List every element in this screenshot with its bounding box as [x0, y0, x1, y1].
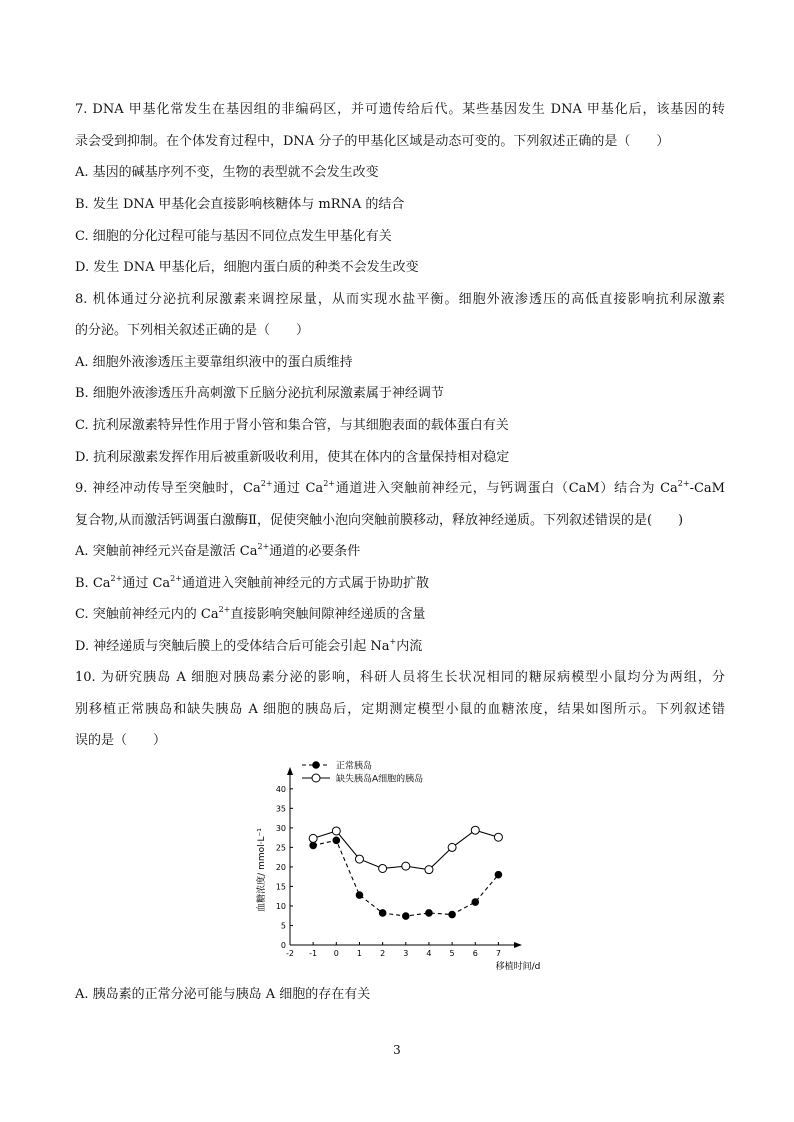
x-tick-label: 5	[449, 949, 455, 958]
q10-stem-line2: 别移植正常胰岛和缺失胰岛 A 细胞的胰岛后，定期测定模型小鼠的血糖浓度，结果如图所示。下列叙述错	[75, 702, 725, 717]
y-tick-label: 15	[275, 882, 286, 892]
x-tick-label: 1	[356, 949, 363, 958]
y-tick-label: 25	[275, 843, 286, 853]
q8-option-b: B. 细胞外液渗透压升高刺激下丘脑分泌抗利尿激素属于神经调节	[75, 386, 444, 401]
q9-option-a: A. 突触前神经元兴奋是激活 $Ca^{2+}$通道的必要条件	[75, 542, 361, 559]
q7-option-c: C. 细胞的分化过程可能与基因不同位点发生甲基化有关	[75, 229, 392, 244]
data-point	[494, 833, 502, 841]
q9-stem-line1: 9. 神经冲动传导至突触时，$Ca^{2+}$通过 $Ca^{2+}$通道进入突触前神经元，与钙调蛋白（CaM）结合为 $Ca^{2+}$-CaM	[75, 479, 725, 496]
chart-series	[309, 826, 502, 919]
data-point	[495, 871, 502, 878]
q10-stem-line3: 误的是（ ）	[75, 733, 167, 748]
q8-stem-line2: 的分泌。下列相关叙述正确的是（ ）	[75, 323, 310, 338]
data-point	[472, 899, 479, 906]
q9-option-d: D. 神经递质与突触后膜上的受体结合后可能会引起 Na+内流	[75, 637, 423, 654]
chart-y-axis-label: 血糖浓度/ mmol·L⁻¹	[257, 828, 267, 912]
y-tick-label: 0	[280, 941, 286, 950]
q10-stem-line1: 10. 为研究胰岛 A 细胞对胰岛素分泌的影响，科研人员将生长状况相同的糖尿病模型小鼠均分为两组，分	[75, 670, 725, 685]
data-point	[379, 864, 387, 872]
blood-glucose-chart	[252, 757, 542, 977]
x-tick-label: 7	[495, 949, 501, 958]
data-point	[402, 862, 410, 870]
q7-option-b: B. 发生 DNA 甲基化会直接影响核糖体与 mRNA 的结合	[75, 197, 405, 212]
data-point	[448, 843, 456, 851]
q10-option-a: A. 胰岛素的正常分泌可能与胰岛 A 细胞的存在有关	[75, 987, 371, 1002]
legend-label-0: 正常胰岛	[336, 761, 373, 772]
x-tick-label: 2	[380, 949, 386, 958]
page-number: 3	[393, 1043, 401, 1057]
series-line-0	[313, 840, 498, 916]
data-point	[402, 913, 409, 920]
x-tick-label: -1	[309, 949, 318, 958]
data-point	[356, 892, 363, 899]
data-point	[379, 910, 386, 917]
x-tick-label: 4	[426, 949, 432, 958]
q7-option-d: D. 发生 DNA 甲基化后，细胞内蛋白质的种类不会发生改变	[75, 260, 419, 275]
data-point	[310, 842, 317, 849]
data-point	[471, 826, 479, 834]
q9-stem-line2: 复合物,从而激活钙调蛋白激酶Ⅱ，促使突触小泡向突触前膜移动，释放神经递质。下列叙述错误的是( )	[75, 513, 684, 528]
data-point	[355, 855, 363, 863]
data-point	[449, 911, 456, 918]
x-axis-arrow	[514, 942, 522, 948]
q9-option-b: B. $Ca^{2+}$通过 $Ca^{2+}$通道进入突触前神经元的方式属于协助扩散	[75, 574, 429, 591]
data-point	[333, 837, 340, 844]
y-axis-arrow	[287, 767, 293, 775]
x-tick-label: -2	[286, 949, 294, 958]
data-point	[309, 834, 317, 842]
x-tick-label: 6	[472, 949, 478, 958]
q7-stem-line2: 录会受到抑制。在个体发育过程中，DNA 分子的甲基化区域是动态可变的。下列叙述正确的是（ ）	[75, 134, 670, 149]
q7-option-a: A. 基因的碱基序列不变，生物的表型就不会发生改变	[75, 165, 379, 180]
legend-label-1: 缺失胰岛A细胞的胰岛	[336, 774, 424, 785]
x-tick-label: 3	[403, 949, 409, 958]
x-tick-label: 0	[333, 949, 339, 958]
y-tick-label: 35	[275, 804, 286, 814]
q8-option-c: C. 抗利尿激素特异性作用于肾小管和集合管，与其细胞表面的载体蛋白有关	[75, 418, 509, 433]
y-tick-label: 10	[275, 901, 286, 911]
chart-x-axis-label: 移植时间/d	[495, 962, 541, 972]
q9-option-c: C. 突触前神经元内的 $Ca^{2+}$直接影响突触间隙神经递质的含量	[75, 605, 426, 622]
q8-option-a: A. 细胞外液渗透压主要靠组织液中的蛋白质维持	[75, 355, 353, 370]
y-tick-label: 5	[280, 921, 286, 931]
legend-marker-1	[312, 774, 320, 782]
y-tick-label: 40	[275, 784, 286, 794]
q8-option-d: D. 抗利尿激素发挥作用后被重新吸收利用，使其在体内的含量保持相对稳定	[75, 450, 510, 465]
q8-stem-line1: 8. 机体通过分泌抗利尿激素来调控尿量，从而实现水盐平衡。细胞外液渗透压的高低直接影响抗利尿激素	[75, 292, 725, 307]
chart-legend	[302, 760, 423, 785]
chart-ticks	[276, 785, 501, 958]
y-tick-label: 20	[275, 862, 286, 872]
data-point	[425, 866, 433, 874]
data-point	[426, 910, 433, 917]
y-tick-label: 30	[275, 823, 286, 833]
q7-stem-line1: 7. DNA 甲基化常发生在基因组的非编码区，并可遗传给后代。某些基因发生 DNA 甲基化后，该基因的转	[75, 102, 725, 117]
data-point	[332, 827, 340, 835]
legend-marker-0	[313, 762, 320, 769]
chart-axes	[287, 767, 522, 948]
